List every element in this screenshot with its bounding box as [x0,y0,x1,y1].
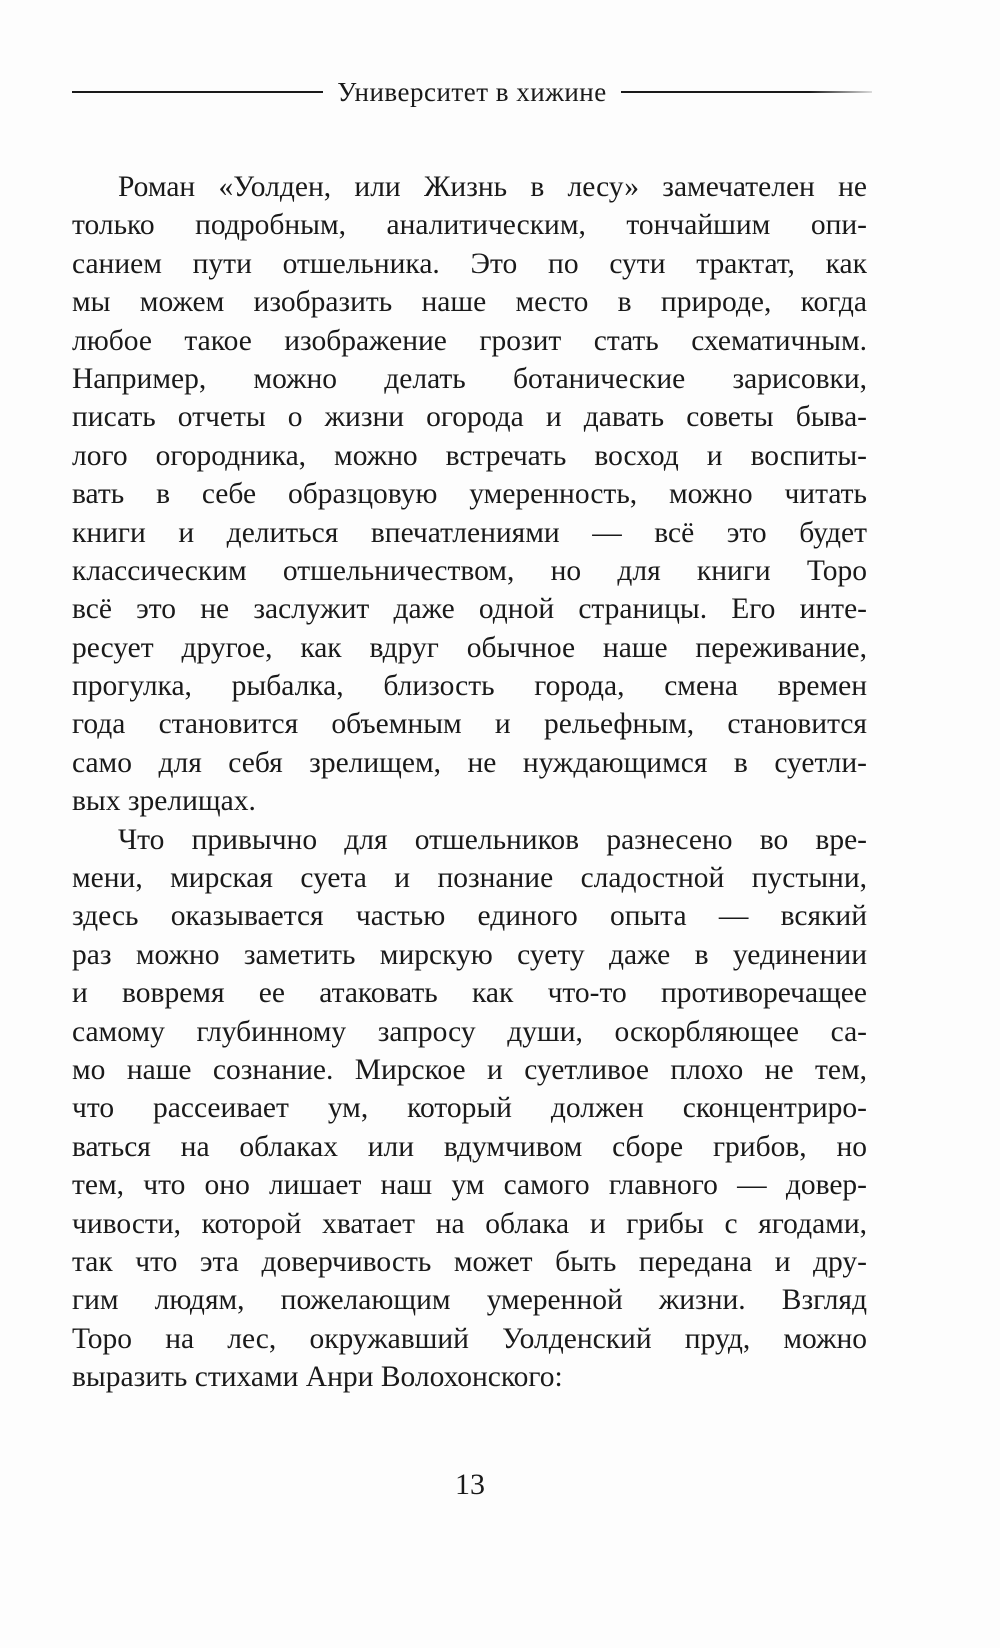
text-line: Торо на лес, окружавший Уолденский пруд, можно [72,1322,867,1355]
text-line: само для себя зрелищем, не нуждающимся в суетли- [72,746,867,779]
text-line: тем, что оно лишает наш ум самого главного — довер- [72,1169,867,1202]
text-line: санием пути отшельника. Это по сути трактат, как [72,247,867,280]
paragraph [72,821,867,1397]
text-line: гим людям, пожелающим умеренной жизни. Взгляд [72,1284,867,1317]
running-head-rule-left [72,91,323,93]
text-line: Например, можно делать ботанические зарисовки, [72,362,867,395]
text-line: вать в себе образцовую умеренность, можно читать [72,478,867,511]
text-line: здесь оказывается частью единого опыта — всякий [72,900,867,933]
page-number: 13 [455,1468,485,1501]
text-line: только подробным, аналитическим, тончайшим опи- [72,209,867,242]
text-line: и вовремя ее атаковать как что-то противоречащее [72,977,867,1010]
text-line: Что привычно для отшельников разнесено во вре- [118,823,867,856]
text-line: вых зрелищах. [72,785,256,818]
text-line: года становится объемным и рельефным, становится [72,708,867,741]
text-line: классическим отшельничеством, но для книги Торо [72,554,867,587]
paragraph [72,168,867,821]
text-line: всё это не заслужит даже одной страницы. Его инте- [72,593,867,626]
text-line: что рассеивает ум, который должен сконцентриро- [72,1092,867,1125]
text-line: ваться на облаках или вдумчивом сборе грибов, но [72,1130,867,1163]
text-line: так что эта доверчивость может быть передана и дру- [72,1245,867,1278]
running-head-rule-right [621,91,872,93]
text-line: ресует другое, как вдруг обычное наше переживание, [72,631,867,664]
text-line: прогулка, рыбалка, близость города, смена времен [72,670,867,703]
text-line: книги и делиться впечатлениями — всё это будет [72,516,867,549]
text-line: мо наше сознание. Мирское и суетливое плохо не тем, [72,1053,867,1086]
text-line: Роман «Уолден, или Жизнь в лесу» замечателен не [118,171,867,203]
text-line: чивости, которой хватает на облака и грибы с ягодами, [72,1207,867,1240]
text-line: раз можно заметить мирскую суету даже в уединении [72,938,867,971]
text-line: мени, мирская суета и познание сладостной пустыни, [72,862,867,895]
text-line: лого огородника, можно встречать восход и воспиты- [72,439,867,472]
text-line: выразить стихами Анри Волохонского: [72,1361,563,1394]
text-line: самому глубинному запросу души, оскорбляющее са- [72,1015,867,1048]
running-head-title: Университет в хижине [337,76,607,107]
body-text [72,168,867,1397]
running-head [72,72,872,112]
text-line: писать отчеты о жизни огорода и давать советы быва- [72,401,867,434]
text-line: мы можем изобразить наше место в природе, когда [72,286,867,319]
text-line: любое такое изображение грозит стать схематичным. [72,324,867,357]
